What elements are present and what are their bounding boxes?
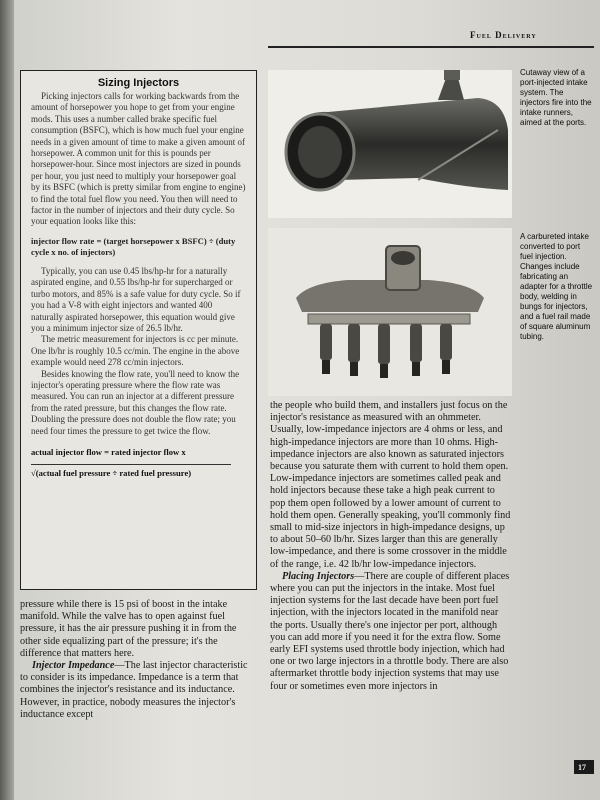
running-head: Fuel Delivery: [470, 30, 537, 40]
sidebar-paragraph: Besides knowing the flow rate, you'll need to know the injector's operating pressure where the flow rate was measured. You can run an injector at a different pressure from the rated pressure, but this changes the flow rate. Doubling the pressure does not double the flow rate; you need four times the pressure to get twice the flow.: [31, 368, 240, 436]
intake-cutaway-illustration: [268, 70, 512, 218]
sidebar-paragraph: Picking injectors calls for working backwards from the amount of horsepower you hope to get from your engine mods. This uses a number called brake specific fuel consumption (BSFC), which is how much fuel your engine needs in a given amount of time to make a given amount of horsepower. A common unit for this is pounds per horsepower-hour. Since most injectors are sized in pounds per hour, you just need to multiply your horsepower goal by its BSFC (which is pretty similar from engine to engine) to find the total fuel flow you need. You then will need to factor in the number of injectors and their duty cycle. So your equation looks like this:: [31, 91, 246, 227]
header-rule: [268, 46, 594, 48]
sidebar-title: Sizing Injectors: [97, 77, 180, 89]
book-spine-shadow: [0, 0, 14, 800]
body-paragraph-placing-injectors: [270, 571, 512, 693]
converted-intake-illustration: [268, 228, 512, 396]
sidebar-box: [20, 70, 257, 590]
page-number: 17: [578, 763, 586, 772]
body-paragraph-injector-impedance: [20, 660, 257, 721]
paragraph-text: —The last injector characteristic to consider is its impedance. Impedance is a term that combines the injector's resistance and its inductance. However, in practice, nobody measures the injector's inductance except: [20, 660, 248, 720]
sidebar-equation-flow-rate: injector flow rate = (target horsepower x BSFC) ÷ (duty cycle x no. of injectors): [31, 235, 236, 257]
body-column-right: [270, 400, 512, 693]
sidebar-equation-denominator: √(actual fuel pressure ÷ rated fuel pressure): [31, 467, 192, 478]
body-paragraph: pressure while there is 15 psi of boost in the intake manifold. While the valve has to open against fuel pressure, it has the air pressure pushing it in from the other side equalizing part of the pressure; it's the difference that matters here.: [20, 599, 237, 659]
photo-converted-intake: [268, 228, 512, 396]
equation-rule: [31, 464, 231, 465]
sidebar-paragraph: Typically, you can use 0.45 lbs/hp-hr for a naturally aspirated engine, and 0.55 lbs/hp-hr for supercharged or turbo motors, and 85% is a safe value for duty cycle. So if you had a V-8 with eight injectors and wanted 400 naturally aspirated horsepower, this equation would give you a minimum injector size of 26.5 lb/hr.: [31, 265, 241, 333]
photo-caption: A carbureted intake converted to port fuel injection. Changes include fabricating an adapter for a throttle body, welding in bungs for injectors, and a fuel rail made of square aluminum tubing.: [520, 232, 593, 341]
body-column-left: [20, 599, 257, 721]
run-in-heading: Injector Impedance: [32, 660, 115, 672]
photo-cutaway-intake: [268, 70, 512, 218]
sidebar-equation-actual-flow: actual injector flow = rated injector flow x: [31, 446, 186, 457]
body-paragraph: the people who build them, and installers just focus on the injector's resistance as measured with an ohmmeter. Usually, low-impedance injectors are 4 ohms or less, and high-impedance injectors are more than 10 ohms. High-impedance injectors are also known as saturated injectors because you saturate them with current to hold them open. Low-impedance injectors are sometimes called peak and hold injectors because these take a high peak current to pop them open followed by a lower amount of current to hold them open. Generally speaking, you'll commonly find small to mid-size injectors in high-impedance designs, up to about 50–60 lb/hr. Sizes larger than this are generally low-impedance, and there is some crossover in the middle of the range, i.e. 42 lb/hr low-impedance injectors.: [270, 400, 511, 570]
sidebar-paragraph: The metric measurement for injectors is cc per minute. One lb/hr is roughly 10.5 cc/min. The engine in the above example would need 278 cc/min injectors.: [31, 334, 240, 368]
photo-caption: Cutaway view of a port-injected intake system. The injectors fire into the intake runners, aimed at the ports.: [520, 68, 592, 127]
run-in-heading: Placing Injectors: [282, 570, 355, 582]
paragraph-text: —There are couple of different places where you can put the injectors in the intake. Most fuel injection systems for the last decade have been port fuel injection, with the injectors located in the manifold near the ports. Usually there's one injector per port, although you can add more if you need it for the extra flow. Some early EFI systems used throttle body injection, which had one or two large injectors in a throttle body. There are also aftermarket throttle body injection systems that may use four or sometimes even more injectors in: [270, 570, 510, 692]
